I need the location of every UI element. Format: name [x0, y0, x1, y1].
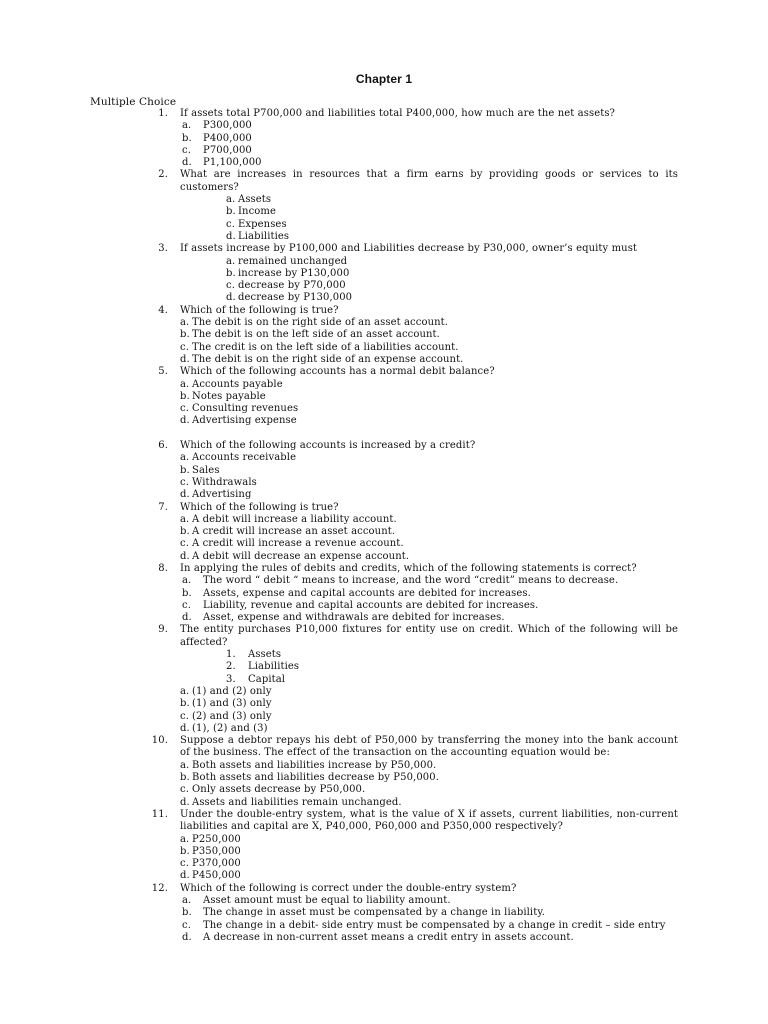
item-label: 3. — [226, 673, 236, 685]
option-text: (1) and (2) only — [192, 685, 272, 697]
answer-option — [0, 907, 768, 919]
answer-option — [0, 452, 768, 464]
answer-option — [0, 920, 768, 932]
option-label: a. — [180, 685, 190, 697]
question-number: 10. — [151, 735, 168, 747]
option-label: c. — [180, 403, 189, 415]
option-label: d. — [182, 157, 192, 169]
option-text: P1,100,000 — [203, 157, 262, 169]
option-label: b. — [180, 526, 190, 538]
option-text: decrease by P70,000 — [238, 280, 346, 292]
option-label: a. — [180, 833, 190, 845]
question-line — [0, 735, 768, 747]
question-text: Which of the following is true? — [180, 304, 339, 316]
blank-line — [0, 428, 768, 440]
option-label: d. — [180, 415, 190, 427]
option-text: Asset amount must be equal to liability amount. — [203, 895, 451, 906]
answer-option — [0, 612, 768, 624]
answer-option — [0, 157, 768, 169]
option-label: b. — [226, 267, 236, 279]
answer-option — [0, 354, 768, 366]
question-number: 1. — [158, 108, 168, 119]
option-label: b. — [180, 845, 190, 857]
question-line — [0, 182, 768, 194]
answer-option — [0, 342, 768, 354]
item-text: Assets — [248, 649, 282, 661]
answer-option — [0, 686, 768, 698]
answer-option — [0, 895, 768, 907]
option-label: d. — [226, 230, 236, 242]
question-number: 2. — [158, 169, 168, 181]
option-label: d. — [182, 612, 192, 624]
option-text: P250,000 — [192, 833, 241, 845]
option-text: Notes payable — [192, 390, 266, 402]
option-label: c. — [182, 599, 191, 611]
page-title: Chapter 1 — [355, 72, 413, 86]
option-text: Accounts payable — [192, 378, 283, 390]
option-text: P370,000 — [192, 858, 241, 870]
question-line — [0, 366, 768, 378]
option-label: d. — [226, 292, 236, 304]
question-text: Which of the following is true? — [180, 501, 339, 513]
option-text: A credit will increase an asset account. — [192, 526, 396, 538]
option-text: Liabilities — [238, 230, 290, 242]
option-text: Liability, revenue and capital accounts are debited for increases. — [203, 599, 539, 611]
question-text: If assets increase by P100,000 and Liabilities decrease by P30,000, owner’s equity must — [180, 243, 638, 255]
question-list — [0, 108, 768, 944]
option-label: a. — [226, 194, 236, 206]
question-line — [0, 624, 768, 636]
answer-option — [0, 784, 768, 796]
question-text: of the business. The effect of the transaction on the accounting equation would be: — [180, 747, 610, 759]
answer-option — [0, 120, 768, 132]
answer-option — [0, 723, 768, 735]
option-text: Advertising expense — [192, 415, 297, 427]
option-text: P450,000 — [192, 870, 241, 882]
question-text: Suppose a debtor repays his debt of P50,000 by transferring the money into the bank account — [180, 735, 678, 747]
option-text: The debit is on the right side of an asset account. — [192, 317, 449, 329]
option-text: The debit is on the right side of an expense account. — [192, 353, 464, 365]
answer-option — [0, 403, 768, 415]
answer-option — [0, 526, 768, 538]
option-label: d. — [180, 722, 190, 734]
question-line — [0, 563, 768, 575]
answer-option — [0, 219, 768, 231]
answer-option — [0, 415, 768, 427]
question-text: Under the double-entry system, what is the value of X if assets, current liabilities, non-current — [180, 808, 678, 820]
option-label: b. — [182, 587, 192, 599]
question-line — [0, 821, 768, 833]
answer-option — [0, 834, 768, 846]
option-label: c. — [226, 280, 235, 292]
option-label: d. — [180, 489, 190, 501]
section-heading: Multiple Choice — [90, 96, 177, 108]
numbered-item — [0, 661, 768, 673]
question-number: 9. — [158, 624, 168, 636]
option-label: c. — [180, 858, 189, 870]
question-number: 6. — [158, 440, 168, 452]
option-text: Accounts receivable — [192, 452, 297, 464]
answer-option — [0, 268, 768, 280]
option-text: Both assets and liabilities decrease by P50,000. — [192, 772, 439, 784]
option-text: P300,000 — [203, 120, 252, 132]
option-text: Consulting revenues — [192, 403, 299, 415]
option-label: b. — [180, 698, 190, 710]
option-label: d. — [182, 931, 192, 943]
answer-option — [0, 465, 768, 477]
option-text: A debit will decrease an expense account. — [192, 550, 410, 562]
question-text: What are increases in resources that a firm earns by providing goods or services to its — [180, 169, 678, 181]
option-text: remained unchanged — [238, 255, 348, 267]
question-text: If assets total P700,000 and liabilities total P400,000, how much are the net assets? — [180, 108, 616, 119]
answer-option — [0, 280, 768, 292]
answer-option — [0, 711, 768, 723]
option-text: A credit will increase a revenue account. — [192, 538, 404, 550]
item-text: Liabilities — [248, 661, 300, 673]
option-text: Sales — [192, 464, 220, 476]
option-label: b. — [180, 464, 190, 476]
option-label: a. — [180, 452, 190, 464]
option-text: The credit is on the left side of a liabilities account. — [192, 341, 459, 353]
option-text: increase by P130,000 — [238, 267, 350, 279]
answer-option — [0, 870, 768, 882]
answer-option — [0, 932, 768, 944]
option-text: The change in a debit- side entry must be compensated by a change in credit – side entry — [203, 919, 666, 931]
option-label: c. — [182, 919, 191, 931]
option-text: The word “ debit “ means to increase, and the word “credit” means to decrease. — [203, 575, 619, 587]
question-line — [0, 883, 768, 895]
option-label: b. — [180, 772, 190, 784]
answer-option — [0, 317, 768, 329]
answer-option — [0, 858, 768, 870]
option-label: c. — [226, 218, 235, 230]
option-label: a. — [180, 513, 190, 525]
option-text: Both assets and liabilities increase by P50,000. — [192, 759, 437, 771]
answer-option — [0, 206, 768, 218]
option-label: d. — [180, 353, 190, 365]
option-text: A decrease in non-current asset means a credit entry in assets account. — [203, 931, 574, 943]
option-text: (1) and (3) only — [192, 698, 272, 710]
option-label: c. — [180, 341, 189, 353]
answer-option — [0, 133, 768, 145]
option-text: (2) and (3) only — [192, 710, 272, 722]
option-text: decrease by P130,000 — [238, 292, 353, 304]
option-text: P350,000 — [192, 845, 241, 857]
question-number: 5. — [158, 366, 168, 378]
question-number: 3. — [158, 243, 168, 255]
answer-option — [0, 514, 768, 526]
option-text: A debit will increase a liability account. — [192, 513, 397, 525]
answer-option — [0, 551, 768, 563]
option-text: Expenses — [238, 218, 287, 230]
question-line — [0, 243, 768, 255]
question-text: The entity purchases P10,000 fixtures for entity use on credit. Which of the following will be — [180, 624, 678, 636]
option-text: (1), (2) and (3) — [192, 722, 268, 734]
option-label: d. — [180, 550, 190, 562]
question-number: 11. — [151, 808, 168, 820]
answer-option — [0, 489, 768, 501]
answer-option — [0, 588, 768, 600]
option-label: a. — [226, 255, 236, 267]
question-number: 4. — [158, 304, 168, 316]
option-label: c. — [180, 784, 189, 796]
answer-option — [0, 145, 768, 157]
option-label: b. — [180, 390, 190, 402]
option-label: c. — [180, 476, 189, 488]
option-text: Withdrawals — [192, 476, 257, 488]
answer-option — [0, 477, 768, 489]
option-text: P400,000 — [203, 132, 252, 144]
option-text: Advertising — [192, 489, 252, 501]
option-text: Income — [238, 206, 277, 218]
answer-option — [0, 231, 768, 243]
answer-option — [0, 846, 768, 858]
option-label: b. — [180, 329, 190, 341]
option-label: a. — [182, 120, 192, 132]
item-label: 2. — [226, 661, 236, 673]
item-text: Capital — [248, 673, 286, 685]
answer-option — [0, 194, 768, 206]
option-text: Assets — [238, 194, 272, 206]
question-number: 12. — [151, 882, 168, 894]
question-text: Which of the following is correct under the double-entry system? — [180, 882, 517, 894]
question-text: Which of the following accounts has a normal debit balance? — [180, 366, 495, 378]
option-label: b. — [226, 206, 236, 218]
option-text: Only assets decrease by P50,000. — [192, 784, 366, 796]
option-text: Asset, expense and withdrawals are debited for increases. — [203, 612, 505, 624]
option-label: c. — [182, 144, 191, 156]
question-line — [0, 747, 768, 759]
numbered-item — [0, 649, 768, 661]
question-line — [0, 169, 768, 181]
question-number: 8. — [158, 562, 168, 574]
question-text: liabilities and capital are X, P40,000, P60,000 and P350,000 respectively? — [180, 821, 563, 833]
option-label: b. — [182, 132, 192, 144]
question-line — [0, 108, 768, 120]
option-text: P700,000 — [203, 144, 252, 156]
option-text: Assets and liabilities remain unchanged. — [192, 796, 402, 808]
option-label: d. — [180, 796, 190, 808]
question-line — [0, 305, 768, 317]
option-label: c. — [180, 710, 189, 722]
option-label: c. — [180, 538, 189, 550]
question-line — [0, 637, 768, 649]
question-line — [0, 809, 768, 821]
question-number: 7. — [158, 501, 168, 513]
option-label: a. — [180, 317, 190, 329]
answer-option — [0, 698, 768, 710]
answer-option — [0, 391, 768, 403]
answer-option — [0, 575, 768, 587]
answer-option — [0, 329, 768, 341]
option-text: The debit is on the left side of an asset account. — [192, 329, 440, 341]
question-text: Which of the following accounts is increased by a credit? — [180, 440, 476, 452]
answer-option — [0, 292, 768, 304]
question-text: affected? — [180, 636, 228, 648]
answer-option — [0, 538, 768, 550]
question-text: In applying the rules of debits and credits, which of the following statements is correct? — [180, 562, 637, 574]
option-label: a. — [182, 575, 192, 587]
item-label: 1. — [226, 649, 236, 661]
numbered-item — [0, 674, 768, 686]
answer-option — [0, 772, 768, 784]
answer-option — [0, 760, 768, 772]
option-label: d. — [180, 870, 190, 882]
question-line — [0, 440, 768, 452]
answer-option — [0, 797, 768, 809]
answer-option — [0, 256, 768, 268]
option-text: Assets, expense and capital accounts are debited for increases. — [203, 587, 531, 599]
question-text: customers? — [180, 181, 239, 193]
question-line — [0, 502, 768, 514]
option-text: The change in asset must be compensated by a change in liability. — [203, 907, 546, 919]
option-label: a. — [180, 378, 190, 390]
option-label: a. — [180, 759, 190, 771]
answer-option — [0, 600, 768, 612]
option-label: a. — [182, 895, 192, 906]
option-label: b. — [182, 907, 192, 919]
answer-option — [0, 379, 768, 391]
